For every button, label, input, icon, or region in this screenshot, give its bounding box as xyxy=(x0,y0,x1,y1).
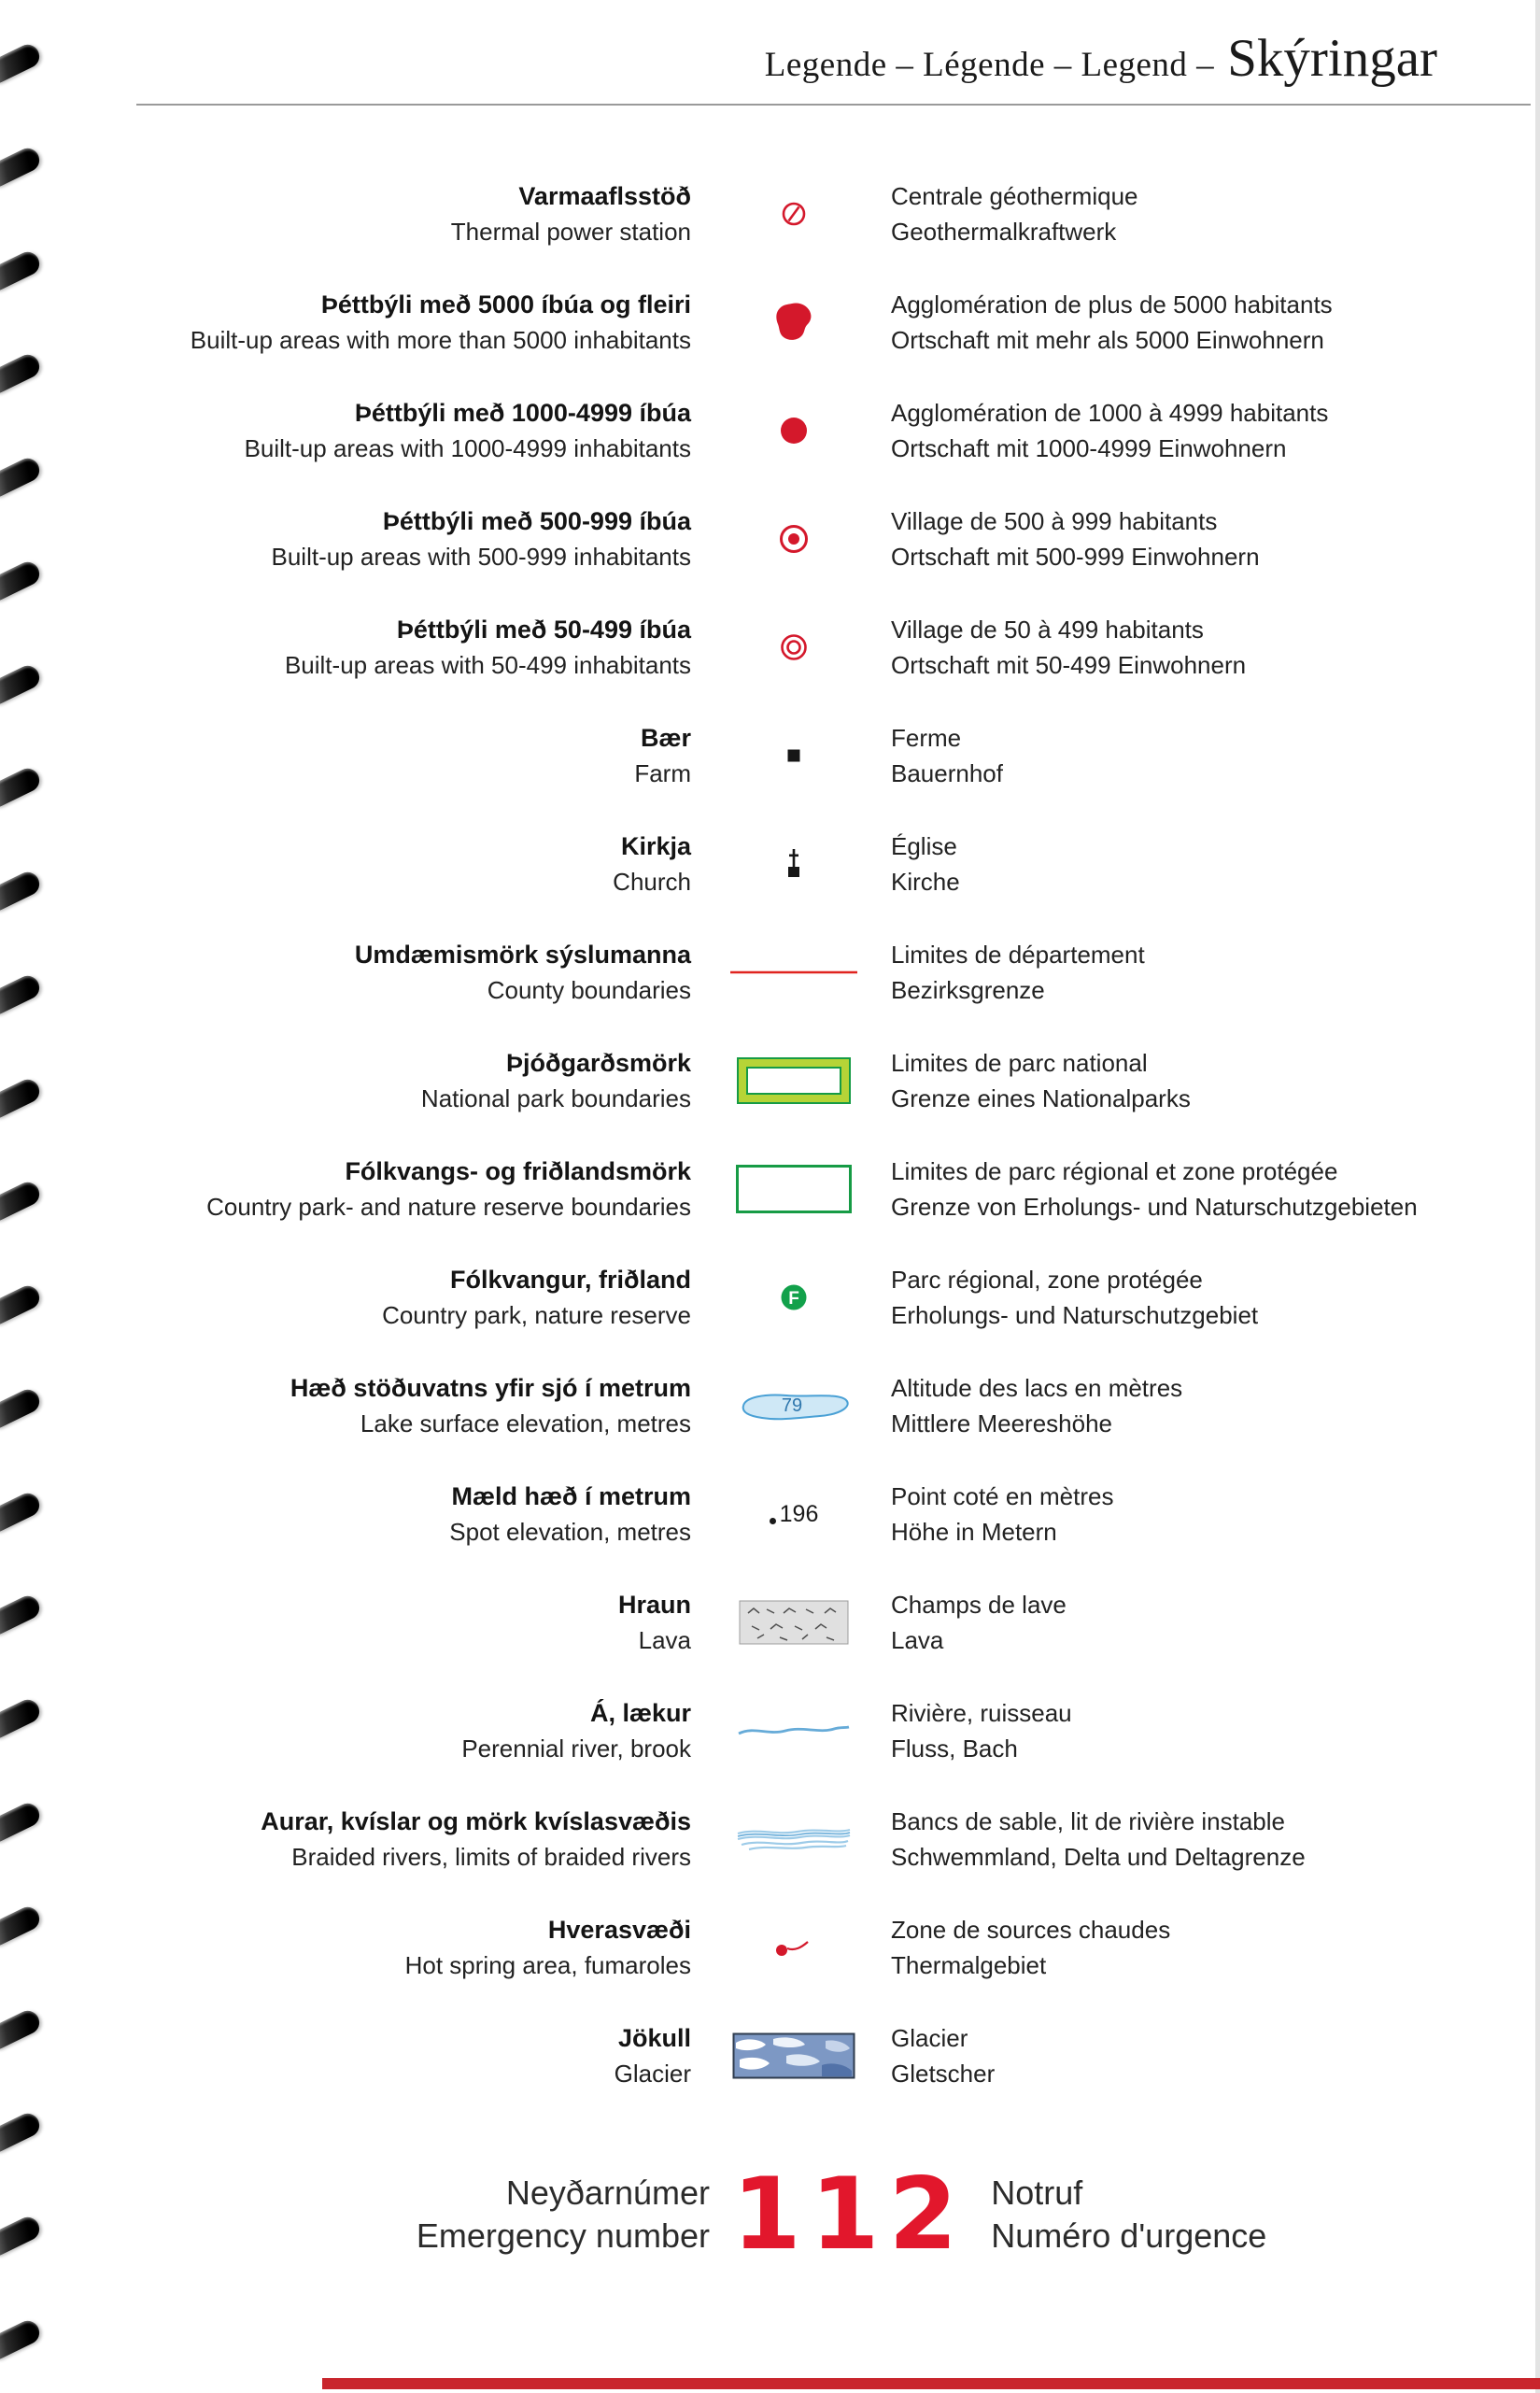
row-title-icelandic: Fólkvangur, friðland xyxy=(449,1266,691,1294)
row-text-french: Limites de parc régional et zone protégée xyxy=(891,1157,1338,1185)
row-text-german: Ortschaft mit mehr als 5000 Einwohnern xyxy=(891,326,1324,354)
spiral-ring xyxy=(0,455,43,502)
bottom-red-bar xyxy=(322,2378,1540,2389)
spiral-ring xyxy=(0,1386,43,1433)
row-title-icelandic: Fólkvangs- og friðlandsmörk xyxy=(345,1157,691,1185)
legend-row xyxy=(138,1587,1527,1658)
row-text-french: Glacier xyxy=(891,2024,968,2052)
legend-rows xyxy=(0,178,1540,2091)
legend-row xyxy=(138,503,1527,574)
row-text-french: Point coté en mètres xyxy=(891,1482,1114,1510)
legend-row xyxy=(138,178,1527,249)
row-title-icelandic: Varmaaflsstöð xyxy=(518,182,691,210)
spiral-ring xyxy=(0,1489,43,1536)
row-text-french: Ferme xyxy=(891,724,962,752)
geothermal-station-icon xyxy=(710,200,878,228)
row-title-english: Built-up areas with more than 5000 inhabitants xyxy=(190,326,691,354)
row-title-english: Built-up areas with 1000-4999 inhabitants xyxy=(244,434,691,462)
lake-elevation-icon xyxy=(710,1385,878,1426)
row-title-english: Perennial river, brook xyxy=(461,1735,691,1763)
emergency-label-german: Notruf xyxy=(991,2174,1083,2212)
spiral-ring xyxy=(0,2110,43,2157)
legend-row xyxy=(138,1695,1527,1766)
row-text-french: Zone de sources chaudes xyxy=(891,1916,1171,1944)
row-title-icelandic: Þjóðgarðsmörk xyxy=(505,1049,691,1077)
national-park-boundary-icon xyxy=(710,1057,878,1104)
row-title-icelandic: Þéttbýli með 500-999 íbúa xyxy=(382,507,691,535)
spiral-ring xyxy=(0,248,43,294)
spiral-ring xyxy=(0,1179,43,1225)
emergency-number: 112 xyxy=(732,2156,968,2272)
legend-row xyxy=(138,937,1527,1008)
row-title-english: Built-up areas with 500-999 inhabitants xyxy=(271,543,691,571)
spiral-binding xyxy=(0,52,58,2352)
spiral-ring xyxy=(0,559,43,605)
spiral-ring xyxy=(0,1903,43,1949)
legend-row xyxy=(138,287,1527,358)
river-icon xyxy=(710,1720,878,1742)
spot-elevation-icon: 196 xyxy=(710,1501,878,1528)
row-text-german: Grenze von Erholungs- und Naturschutzgebieten xyxy=(891,1193,1418,1221)
spiral-ring xyxy=(0,1696,43,1743)
row-title-english: Braided rivers, limits of braided rivers xyxy=(291,1843,691,1871)
row-title-english: Glacier xyxy=(614,2060,691,2088)
row-title-english: Built-up areas with 50-499 inhabitants xyxy=(284,651,691,679)
row-title-icelandic: Þéttbýli með 1000-4999 íbúa xyxy=(354,399,691,427)
legend-row xyxy=(138,1154,1527,1225)
spiral-ring xyxy=(0,144,43,191)
row-text-german: Ortschaft mit 500-999 Einwohnern xyxy=(891,543,1260,571)
farm-icon xyxy=(710,749,878,762)
header-rule xyxy=(136,104,1531,106)
legend-row xyxy=(138,1804,1527,1875)
row-title-icelandic: Þéttbýli með 5000 íbúa og fleiri xyxy=(320,290,691,319)
braided-river-icon xyxy=(710,1822,878,1856)
row-title-english: County boundaries xyxy=(487,976,691,1004)
emergency-number-section xyxy=(0,2156,1540,2272)
row-title-english: Farm xyxy=(634,759,691,787)
row-title-icelandic: Á, lækur xyxy=(589,1699,691,1727)
row-text-german: Lava xyxy=(891,1626,944,1654)
row-title-icelandic: Kirkja xyxy=(620,832,691,860)
row-title-icelandic: Hraun xyxy=(617,1591,691,1619)
row-text-german: Ortschaft mit 1000-4999 Einwohnern xyxy=(891,434,1287,462)
legend-title-multilang: Legende – Légende – Legend – xyxy=(764,46,1215,84)
row-title-english: Thermal power station xyxy=(450,218,691,246)
row-title-icelandic: Þéttbýli með 50-499 íbúa xyxy=(396,616,691,644)
spiral-ring xyxy=(0,2317,43,2364)
row-text-german: Ortschaft mit 50-499 Einwohnern xyxy=(891,651,1247,679)
row-text-french: Parc régional, zone protégée xyxy=(891,1266,1203,1294)
row-text-german: Schwemmland, Delta und Deltagrenze xyxy=(891,1843,1306,1871)
glacier-icon xyxy=(710,2032,878,2079)
county-boundary-icon xyxy=(710,969,878,976)
page-title: Skýringar xyxy=(1227,29,1437,88)
spiral-ring xyxy=(0,765,43,812)
legend-row xyxy=(138,1262,1527,1333)
hot-spring-icon xyxy=(710,1934,878,1961)
spiral-ring xyxy=(0,972,43,1019)
row-text-french: Limites de parc national xyxy=(891,1049,1148,1077)
row-text-german: Fluss, Bach xyxy=(891,1735,1018,1763)
legend-row xyxy=(138,720,1527,791)
spiral-ring xyxy=(0,1282,43,1329)
town-1000-4999-icon xyxy=(710,415,878,446)
spiral-ring xyxy=(0,2214,43,2260)
spiral-ring xyxy=(0,1800,43,1847)
row-title-icelandic: Hæð stöðuvatns yfir sjó í metrum xyxy=(290,1374,691,1402)
row-text-french: Agglomération de plus de 5000 habitants xyxy=(891,290,1333,319)
legend-row xyxy=(138,612,1527,683)
row-title-english: Hot spring area, fumaroles xyxy=(404,1951,691,1979)
row-text-french: Village de 500 à 999 habitants xyxy=(891,507,1218,535)
row-text-french: Altitude des lacs en mètres xyxy=(891,1374,1183,1402)
emergency-label-english: Emergency number xyxy=(416,2216,710,2255)
row-text-french: Centrale géothermique xyxy=(891,182,1138,210)
town-over-5000-icon xyxy=(710,302,878,343)
row-text-german: Bezirksgrenze xyxy=(891,976,1045,1004)
row-text-french: Bancs de sable, lit de rivière instable xyxy=(891,1807,1286,1835)
legend-row xyxy=(138,1370,1527,1441)
row-text-french: Église xyxy=(891,832,957,860)
row-text-french: Village de 50 à 499 habitants xyxy=(891,616,1204,644)
row-text-german: Höhe in Metern xyxy=(891,1518,1057,1546)
row-title-english: Country park, nature reserve xyxy=(382,1301,691,1329)
spiral-ring xyxy=(0,351,43,398)
church-icon xyxy=(710,847,878,881)
emergency-label-icelandic: Neyðarnúmer xyxy=(505,2174,710,2212)
row-title-icelandic: Bær xyxy=(640,724,691,752)
legend-row xyxy=(138,828,1527,899)
spiral-ring xyxy=(0,1593,43,1639)
row-title-icelandic: Mæld hæð í metrum xyxy=(451,1482,691,1510)
country-park-marker-icon xyxy=(710,1281,878,1313)
legend-row xyxy=(138,1912,1527,1983)
row-text-french: Agglomération de 1000 à 4999 habitants xyxy=(891,399,1329,427)
row-text-german: Mittlere Meereshöhe xyxy=(891,1409,1112,1437)
lava-field-icon xyxy=(710,1600,878,1645)
row-title-english: Lake surface elevation, metres xyxy=(360,1409,691,1437)
row-text-german: Thermalgebiet xyxy=(891,1951,1047,1979)
row-text-french: Limites de département xyxy=(891,941,1145,969)
row-text-german: Kirche xyxy=(891,868,960,896)
row-title-icelandic: Aurar, kvíslar og mörk kvíslasvæðis xyxy=(261,1807,691,1835)
legend-row xyxy=(138,395,1527,466)
row-text-german: Erholungs- und Naturschutzgebiet xyxy=(891,1301,1259,1329)
row-title-english: Spot elevation, metres xyxy=(449,1518,691,1546)
row-title-english: Church xyxy=(613,868,691,896)
row-text-german: Gletscher xyxy=(891,2060,996,2088)
spiral-ring xyxy=(0,661,43,708)
spiral-ring xyxy=(0,2006,43,2053)
row-title-english: Lava xyxy=(638,1626,691,1654)
page-edge xyxy=(1535,0,1540,2393)
row-text-french: Rivière, ruisseau xyxy=(891,1699,1072,1727)
legend-row xyxy=(138,1045,1527,1116)
row-title-icelandic: Hverasvæði xyxy=(547,1916,691,1944)
emergency-label-french: Numéro d'urgence xyxy=(991,2216,1267,2255)
row-text-german: Geothermalkraftwerk xyxy=(891,218,1117,246)
spiral-ring xyxy=(0,869,43,915)
village-50-499-icon xyxy=(710,631,878,663)
row-text-german: Bauernhof xyxy=(891,759,1003,787)
row-title-icelandic: Jökull xyxy=(617,2024,691,2052)
legend-row xyxy=(138,1479,1527,1550)
row-text-french: Champs de lave xyxy=(891,1591,1067,1619)
legend-row xyxy=(138,2020,1527,2091)
village-500-999-icon xyxy=(710,522,878,556)
row-title-icelandic: Umdæmismörk sýslumanna xyxy=(354,941,691,969)
svg-text:79: 79 xyxy=(781,1395,803,1416)
row-title-english: Country park- and nature reserve boundaries xyxy=(206,1193,691,1221)
row-title-english: National park boundaries xyxy=(420,1084,691,1112)
svg-text:F: F xyxy=(788,1289,799,1309)
spiral-ring xyxy=(0,1075,43,1122)
nature-reserve-boundary-icon xyxy=(710,1165,878,1213)
row-text-german: Grenze eines Nationalparks xyxy=(891,1084,1191,1112)
page-header xyxy=(0,0,1540,89)
